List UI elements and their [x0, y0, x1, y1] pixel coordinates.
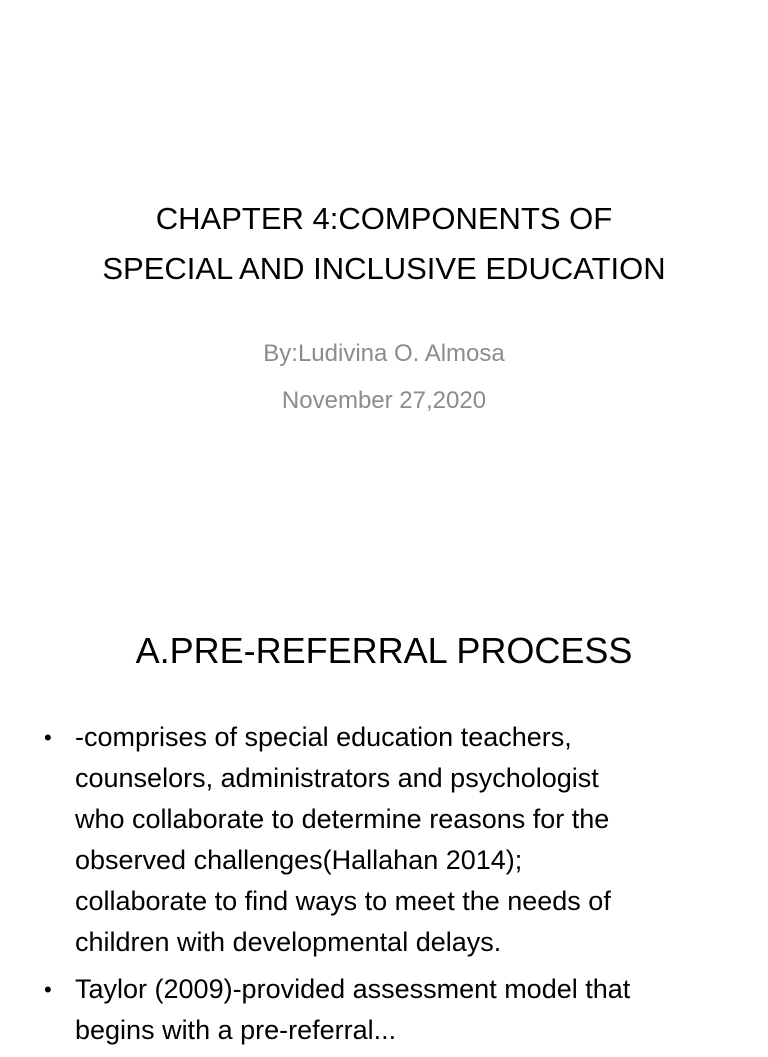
title-line-2: SPECIAL AND INCLUSIVE EDUCATION	[102, 251, 666, 286]
author-line: By:Ludivina O. Almosa	[263, 340, 505, 367]
section-title: A.PRE-REFERRAL PROCESS	[135, 630, 633, 671]
content-slide	[0, 576, 768, 1045]
bullet-dot-icon: •	[44, 725, 52, 750]
bullet-item	[36, 717, 736, 963]
bullet-line: Taylor (2009)-provided assessment model that	[75, 974, 631, 1004]
bullet-item	[36, 969, 736, 1051]
date-line: November 27,2020	[281, 387, 487, 414]
bullet-dot-icon: •	[44, 977, 52, 1002]
title-line-1: CHAPTER 4:COMPONENTS OF	[155, 201, 613, 236]
slide-title	[40, 194, 728, 294]
bullet-line: begins with a pre-referral...	[75, 1015, 397, 1045]
bullet-line: children with developmental delays.	[75, 927, 502, 957]
bullet-list	[36, 717, 736, 1057]
bullet-line: observed challenges(Hallahan 2014);	[75, 845, 523, 875]
bullet-line: who collaborate to determine reasons for the	[75, 804, 610, 834]
bullet-line: -comprises of special education teachers,	[75, 722, 572, 752]
bullet-line: counselors, administrators and psychologist	[75, 763, 599, 793]
bullet-line: collaborate to find ways to meet the needs of	[75, 886, 611, 916]
